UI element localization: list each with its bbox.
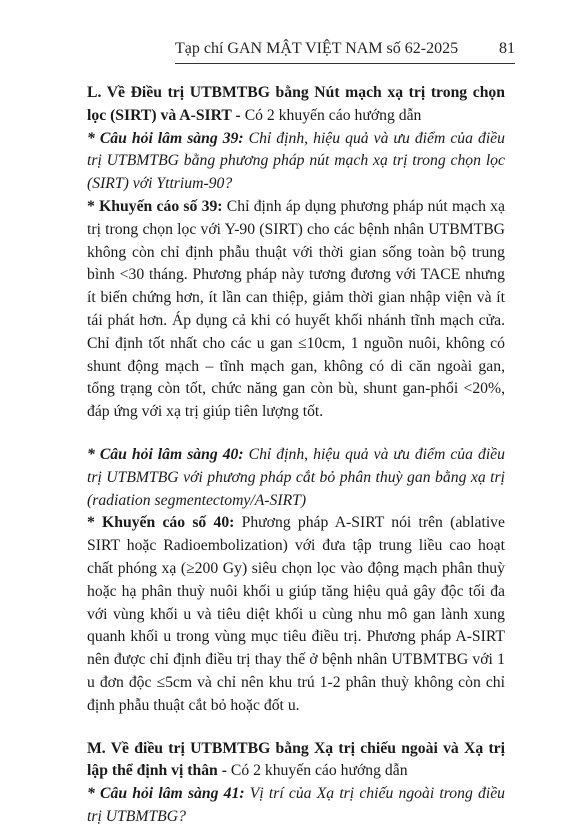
section-l-heading-text: L. Về Điều trị UTBMTBG bằng Nút mạch xạ trị trong chọn lọc (SIRT) và A-SIRT - [87,84,505,124]
question-41-label: * Câu hỏi lâm sàng 41: [87,785,245,803]
page-number: 81 [499,40,515,57]
spacer [87,718,505,738]
question-41-text: Vị trí của Xạ trị chiếu ngoài trong điều trị UTBMTBG? [87,785,505,825]
spacer [87,424,505,444]
clinical-question-39 [87,128,505,196]
running-title: Tạp chí GAN MẬT VIỆT NAM số 62-2025 [175,40,459,57]
section-l-heading [87,82,505,128]
header-rule [175,63,515,64]
question-39-label: * Câu hỏi lâm sàng 39: [87,129,244,147]
recommendation-40-text: Phương pháp A-SIRT nói trên (ablative SIRT hoặc Radioembolization) với đưa tập trung liều cao hoạt chất phóng xạ (≥200 Gy) siêu chọn lọc vào động mạch phân thuỳ hoặc hạ phân thuỳ nuôi khối u giúp tăng hiệu quả gây độc tối đa với vùng khối u và tiêu diệt khối u cùng nhu mô gan lành xung quanh khối u trong vùng mục tiêu điều trị. Phương pháp A-SIRT nên được chỉ định điều trị thay thế ở bệnh nhân UTBMTBG với 1 u đơn độc ≤5cm và chỉ nên khu trú 1-2 phân thuỳ không còn chỉ định phẫu thuật cắt bỏ hoặc đốt u. [87,514,505,714]
question-40-text: Chỉ định, hiệu quả và ưu điểm của điều trị UTBMTBG với phương pháp cắt bỏ phân thuỳ gan bằng xạ trị (radiation segmentectomy/A-SIRT) [87,445,505,509]
recommendation-39-text: Chỉ định áp dụng phương pháp nút mạch xạ trị trong chọn lọc với Y-90 (SIRT) cho các bệnh nhân UTBMTBG không còn chỉ định phẫu thuật với thời gian sống toàn bộ trung bình <30 tháng. Phương pháp này tương đương với TACE nhưng ít biến chứng hơn, ít lần can thiệp, giảm thời gian nhập viện và ít tái phát hơn. Áp dụng cả khi có huyết khối nhánh tĩnh mạch cửa. Chỉ định tốt nhất cho các u gan ≤10cm, 1 nguồn nuôi, không có shunt động mạch – tĩnh mạch gan, không có di căn ngoài gan, tổng trạng còn tốt, chức năng gan còn bù, shunt gan-phổi <20%, đáp ứng với xạ trị giúp tiên lượng tốt. [87,197,505,421]
clinical-question-41 [87,783,505,829]
question-39-text: Chỉ định, hiệu quả và ưu điểm của điều trị UTBMTBG bằng phương pháp nút mạch xạ trị trong chọn lọc (SIRT) với Yttrium-90? [87,129,505,193]
recommendation-39 [87,196,505,424]
page-body [87,82,505,829]
recommendation-40-label: * Khuyến cáo số 40: [87,514,235,532]
section-l-heading-note: Có 2 khuyến cáo hướng dẫn [240,106,422,124]
question-40-label: * Câu hỏi lâm sàng 40: [87,445,244,463]
page-header [175,38,515,60]
section-m-heading-note: Có 2 khuyến cáo hướng dẫn [226,762,408,780]
section-m-heading [87,738,505,784]
section-m-heading-text: M. Về điều trị UTBMTBG bằng Xạ trị chiếu ngoài và Xạ trị lập thể định vị thân - [87,739,505,780]
clinical-question-40 [87,444,505,512]
recommendation-39-label: * Khuyến cáo số 39: [87,197,223,215]
recommendation-40 [87,512,505,717]
